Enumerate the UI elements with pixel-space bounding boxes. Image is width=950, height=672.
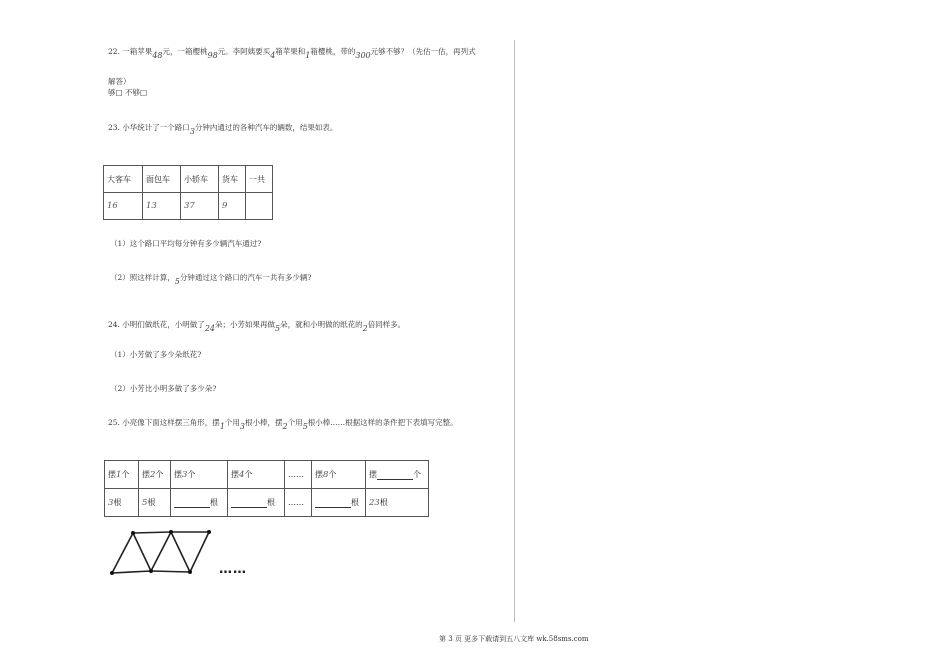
q23-header-cell: 面包车 xyxy=(143,166,181,193)
q23-total-cell[interactable] xyxy=(246,193,273,220)
q23-sub2-text-1: （2）照这样计算， xyxy=(110,273,175,282)
q25-cell-post: 个 xyxy=(244,470,253,479)
q23-text-1: 23. 小华统计了一个路口 xyxy=(108,123,190,132)
q25-cell-num: 2 xyxy=(150,470,156,480)
q24-line1 xyxy=(108,320,406,333)
q22-num-3: 4 xyxy=(270,51,276,60)
q25-line1 xyxy=(108,418,458,431)
q23-value: 9 xyxy=(222,201,228,211)
q25-sticks-cell[interactable] xyxy=(171,489,228,517)
q25-sticks-cell xyxy=(105,489,139,517)
continuation-dots: …… xyxy=(219,562,247,577)
q23-value-cell xyxy=(219,193,246,220)
q23-header-cell: 货车 xyxy=(219,166,246,193)
q25-cell-post: 根 xyxy=(267,498,275,507)
q25-num-4: 5 xyxy=(302,422,308,431)
q23-table xyxy=(103,165,273,220)
q25-count-cell xyxy=(312,461,366,489)
q24-text-3: 朵，就和小明做的纸花的 xyxy=(280,320,363,329)
q23-value-cell xyxy=(143,193,181,220)
q25-cell-ellipsis: …… xyxy=(288,470,304,479)
q22-text-6: 元够不够？（先估一估，再列式 xyxy=(370,47,476,56)
q25-count-cell xyxy=(139,461,171,489)
page-footer: 第 3 页 更多下载请到五八文库 wk.58sms.com xyxy=(439,635,589,643)
triangle-lines xyxy=(112,532,209,573)
q25-cell-pre: 摆 xyxy=(142,470,150,479)
q25-count-cell xyxy=(105,461,139,489)
q22-checkboxes[interactable]: 够□ 不够□ xyxy=(108,88,148,97)
q24-num-3: 2 xyxy=(362,324,368,333)
q25-text-4: 个用 xyxy=(287,418,303,427)
q23-sub2-num: 5 xyxy=(174,277,180,286)
q22-text-1: 22. 一箱苹果 xyxy=(108,47,153,56)
q25-cell-pre: 摆 xyxy=(315,470,323,479)
q24-text-2: 朵；小芳如果再做 xyxy=(215,320,275,329)
q25-count-cell xyxy=(228,461,285,489)
q24-text-1: 24. 小明们做纸花，小明做了 xyxy=(108,320,205,329)
q25-ellipsis-cell xyxy=(285,489,312,517)
column-divider xyxy=(514,40,515,622)
q25-count-cell[interactable] xyxy=(366,461,429,489)
q25-cell-num: 4 xyxy=(239,470,245,480)
q25-text-1: 25. 小亮像下面这样摆三角形，摆 xyxy=(108,418,220,427)
q25-cell-pre: 摆 xyxy=(108,470,116,479)
q25-num-1: 1 xyxy=(219,422,225,431)
q25-sticks-cell xyxy=(366,489,429,517)
q25-cell-post: 根 xyxy=(113,498,122,507)
q25-cell-post: 根 xyxy=(379,498,388,507)
q24-text-4: 倍同样多。 xyxy=(367,320,406,329)
q22-line2: 解答） xyxy=(108,77,131,86)
q25-cell-pre: 摆 xyxy=(231,470,239,479)
q25-cell-num: 8 xyxy=(323,470,329,480)
q22-num-1: 48 xyxy=(152,51,163,60)
q25-num-2: 3 xyxy=(239,422,245,431)
q25-cell-post: 个 xyxy=(155,470,164,479)
q25-cell-pre: 摆 xyxy=(174,470,182,479)
q23-sub2-text-2: 分钟通过这个路口的汽车一共有多少辆? xyxy=(179,273,312,282)
q25-sticks-cell[interactable] xyxy=(228,489,285,517)
q23-line1 xyxy=(108,123,338,136)
q23-header-cell: 一共 xyxy=(246,166,273,193)
q25-cell-num: 1 xyxy=(116,470,122,480)
q23-sub1: （1）这个路口平均每分钟有多少辆汽车通过? xyxy=(110,239,262,248)
triangle-sticks-figure xyxy=(106,526,226,578)
q25-fill-blank[interactable] xyxy=(174,499,210,508)
q25-ellipsis-cell xyxy=(285,461,312,489)
q24-num-2: 5 xyxy=(275,324,281,333)
q22-num-5: 300 xyxy=(355,51,371,60)
q22-line1 xyxy=(108,47,476,60)
q25-num-3: 2 xyxy=(282,422,288,431)
q24-sub2: （2）小芳比小明多做了多少朵? xyxy=(110,384,217,393)
q25-cell-post: 个 xyxy=(328,470,337,479)
q25-fill-blank[interactable] xyxy=(231,499,267,508)
q22-text-3: 元。李阿姨要买 xyxy=(217,47,271,56)
q25-cell-post: 根 xyxy=(147,498,156,507)
q25-count-cell xyxy=(171,461,228,489)
q25-table xyxy=(104,460,429,517)
q25-fill-blank[interactable] xyxy=(377,471,413,480)
q23-value: 13 xyxy=(146,201,157,211)
q23-value-cell xyxy=(181,193,219,220)
q25-cell-post: 个 xyxy=(413,470,421,479)
q22-num-4: 1 xyxy=(305,51,311,60)
q25-cell-post: 根 xyxy=(210,498,218,507)
q25-sticks-cell[interactable] xyxy=(312,489,366,517)
q25-cell-num: 3 xyxy=(182,470,188,480)
q25-cell-num: 3 xyxy=(108,498,114,508)
q23-text-2: 分钟内通过的各种汽车的辆数，结果如表。 xyxy=(194,123,338,132)
q25-text-2: 个用 xyxy=(224,418,240,427)
q25-text-3: 根小棒，摆 xyxy=(245,418,283,427)
q22-text-2: 元，一箱樱桃 xyxy=(162,47,208,56)
q22-num-2: 98 xyxy=(207,51,218,60)
q25-cell-num: 5 xyxy=(142,498,148,508)
q23-header-cell: 小轿车 xyxy=(181,166,219,193)
q24-num-1: 24 xyxy=(204,324,215,333)
q25-cell-num: 23 xyxy=(369,498,380,508)
q22-text-5: 箱樱桃，带的 xyxy=(310,47,356,56)
q23-sub2 xyxy=(110,273,312,286)
q25-cell-pre: 摆 xyxy=(369,470,377,479)
q25-cell-post: 个 xyxy=(121,470,130,479)
q23-value: 37 xyxy=(184,201,195,211)
q25-cell-post: 根 xyxy=(351,498,359,507)
q23-value: 16 xyxy=(107,201,118,211)
q23-header-cell: 大客车 xyxy=(104,166,143,193)
q25-text-5: 根小棒……根据这样的条件把下表填写完整。 xyxy=(307,418,458,427)
q24-sub1: （1）小芳做了多少朵纸花? xyxy=(110,350,202,359)
q23-num-1: 3 xyxy=(189,127,195,136)
q25-sticks-cell xyxy=(139,489,171,517)
q25-fill-blank[interactable] xyxy=(315,499,351,508)
q25-cell-post: 个 xyxy=(187,470,196,479)
q23-value-cell xyxy=(104,193,143,220)
q25-cell-ellipsis: …… xyxy=(288,498,304,507)
q22-text-4: 箱苹果和 xyxy=(275,47,306,56)
